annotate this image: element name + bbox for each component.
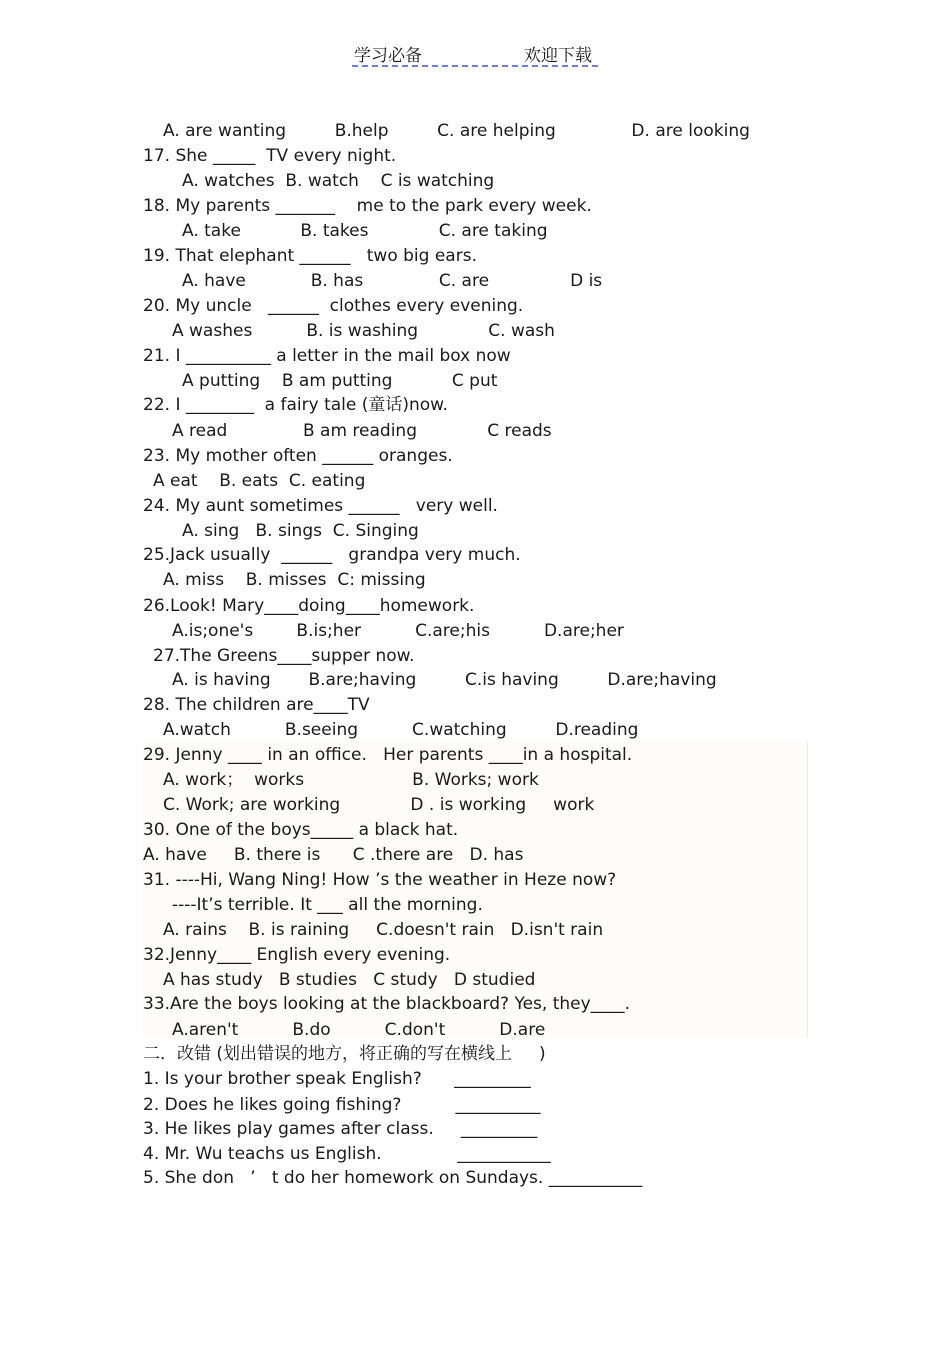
- worksheet-line: A. sing B. sings C. Singing: [182, 521, 419, 541]
- worksheet-line: 1. Is your brother speak English? _________: [143, 1069, 531, 1089]
- worksheet-line: 3. He likes play games after class. _________: [143, 1119, 538, 1139]
- worksheet-line: 24. My aunt sometimes ______ very well.: [143, 496, 498, 516]
- worksheet-line: 27.The Greens____supper now.: [153, 646, 415, 666]
- worksheet-line: A. work； works B. Works; work: [163, 770, 539, 790]
- worksheet-line: 26.Look! Mary____doing____homework.: [143, 596, 475, 616]
- header-left-text: 学习必备: [354, 46, 422, 66]
- worksheet-line: 30. One of the boys_____ a black hat.: [143, 820, 459, 840]
- worksheet-line: 22. I ________ a fairy tale (童话)now.: [143, 395, 448, 415]
- worksheet-line: A eat B. eats C. eating: [153, 471, 366, 491]
- worksheet-line: A.watch B.seeing C.watching D.reading: [163, 720, 639, 740]
- worksheet-line: A washes B. is washing C. wash: [172, 321, 555, 341]
- worksheet-line: 32.Jenny____ English every evening.: [143, 945, 451, 965]
- worksheet-line: 4. Mr. Wu teachs us English. ___________: [143, 1144, 551, 1164]
- worksheet-line: A. miss B. misses C: missing: [163, 570, 426, 590]
- worksheet-line: A.aren't B.do C.don't D.are: [172, 1020, 546, 1040]
- worksheet-line: A. watches B. watch C is watching: [182, 171, 495, 191]
- worksheet-line: 18. My parents _______ me to the park every week.: [143, 196, 592, 216]
- worksheet-line: 20. My uncle ______ clothes every evening.: [143, 296, 524, 316]
- header-right-text: 欢迎下载: [524, 46, 592, 66]
- worksheet-line: 28. The children are____TV: [143, 695, 370, 715]
- worksheet-line: A. have B. there is C .there are D. has: [143, 845, 524, 865]
- worksheet-line: 5. She don ’ t do her homework on Sundays. ___________: [143, 1168, 643, 1188]
- worksheet-line: A. take B. takes C. are taking: [182, 221, 548, 241]
- worksheet-line: A has study B studies C study D studied: [163, 970, 536, 990]
- worksheet-line: C. Work; are working D . is working work: [163, 795, 595, 815]
- worksheet-line: 17. She _____ TV every night.: [143, 146, 397, 166]
- worksheet-line: A. rains B. is raining C.doesn't rain D.isn't rain: [163, 920, 604, 940]
- worksheet-line: A.is;one's B.is;her C.are;his D.are;her: [172, 621, 624, 641]
- worksheet-line: A. are wanting B.help C. are helping D. are looking: [163, 121, 750, 141]
- worksheet-line: 29. Jenny ____ in an office. Her parents ____in a hospital.: [143, 745, 633, 765]
- worksheet-line: 二．改错 (划出错误的地方，将正确的写在横线上 ): [143, 1044, 546, 1064]
- worksheet-line: A. have B. has C. are D is: [182, 271, 603, 291]
- worksheet-line: 21. I __________ a letter in the mail box now: [143, 346, 511, 366]
- worksheet-line: 19. That elephant ______ two big ears.: [143, 246, 477, 266]
- worksheet-line: 31. ----Hi, Wang Ning! How ’s the weather in Heze now?: [143, 870, 617, 890]
- worksheet-line: A putting B am putting C put: [182, 371, 498, 391]
- worksheet-line: A. is having B.are;having C.is having D.are;having: [172, 670, 717, 690]
- worksheet-line: ----It’s terrible. It ___ all the morning.: [172, 895, 483, 915]
- worksheet-line: 2. Does he likes going fishing? __________: [143, 1095, 541, 1115]
- worksheet-line: 25.Jack usually ______ grandpa very much.: [143, 545, 521, 565]
- page-header: [352, 41, 598, 67]
- worksheet-line: A read B am reading C reads: [172, 421, 552, 441]
- worksheet-line: 23. My mother often ______ oranges.: [143, 446, 453, 466]
- worksheet-line: 33.Are the boys looking at the blackboard? Yes, they____.: [143, 994, 631, 1014]
